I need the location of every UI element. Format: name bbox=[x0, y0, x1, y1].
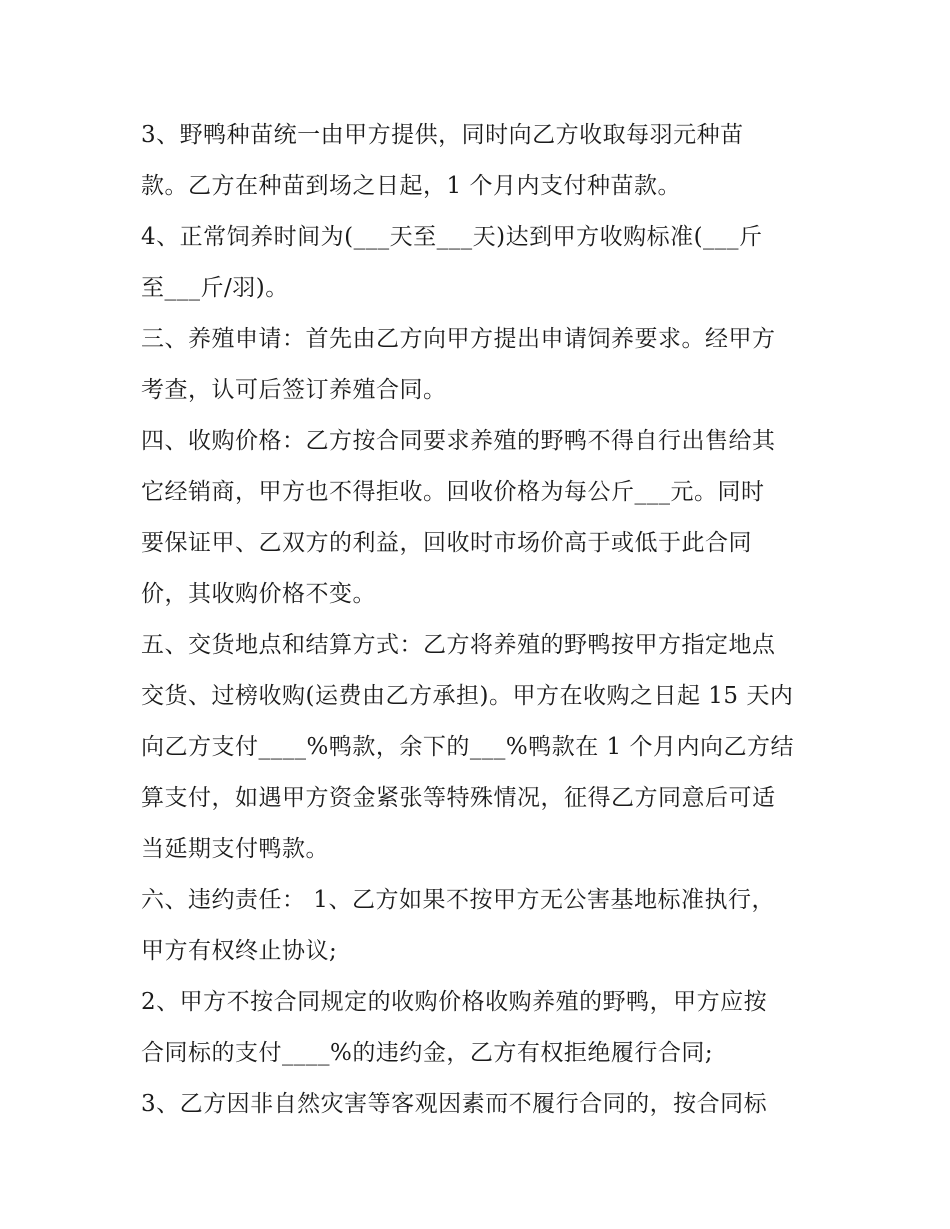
text-line: 交货、过榜收购(运费由乙方承担)。甲方在收购之日起 15 天内 bbox=[141, 683, 794, 709]
document-body bbox=[141, 110, 821, 1130]
text-line: 甲方有权终止协议; bbox=[141, 938, 338, 964]
text-line: 当延期支付鸭款。 bbox=[141, 836, 329, 862]
text-line: 2、甲方不按合同规定的收购价格收购养殖的野鸭，甲方应按 bbox=[141, 989, 768, 1015]
text-line: 六、违约责任： 1、乙方如果不按甲方无公害基地标准执行， bbox=[141, 887, 775, 913]
text-line: 它经销商，甲方也不得拒收。回收价格为每公斤___元。同时 bbox=[141, 479, 765, 505]
text-line: 3、乙方因非自然灾害等客观因素而不履行合同的，按合同标 bbox=[141, 1091, 768, 1117]
text-line: 向乙方支付____%鸭款，余下的___%鸭款在 1 个月内向乙方结 bbox=[141, 734, 794, 760]
text-line: 款。乙方在种苗到场之日起，1 个月内支付种苗款。 bbox=[141, 173, 681, 199]
text-line: 至___斤/羽)。 bbox=[141, 275, 289, 301]
text-line: 算支付，如遇甲方资金紧张等特殊情况，征得乙方同意后可适 bbox=[141, 785, 776, 811]
text-line: 4、正常饲养时间为(___天至___天)达到甲方收购标准(___斤 bbox=[141, 224, 763, 250]
text-line: 价，其收购价格不变。 bbox=[141, 581, 376, 607]
text-line: 五、交货地点和结算方式：乙方将养殖的野鸭按甲方指定地点 bbox=[141, 632, 776, 658]
text-line: 考查，认可后签订养殖合同。 bbox=[141, 377, 447, 403]
text-line: 3、野鸭种苗统一由甲方提供，同时向乙方收取每羽元种苗 bbox=[141, 122, 744, 148]
text-line: 四、收购价格：乙方按合同要求养殖的野鸭不得自行出售给其 bbox=[141, 428, 776, 454]
text-line: 要保证甲、乙双方的利益，回收时市场价高于或低于此合同 bbox=[141, 530, 752, 556]
text-line: 三、养殖申请：首先由乙方向甲方提出申请饲养要求。经甲方 bbox=[141, 326, 776, 352]
text-line: 合同标的支付____%的违约金，乙方有权拒绝履行合同; bbox=[141, 1040, 714, 1066]
